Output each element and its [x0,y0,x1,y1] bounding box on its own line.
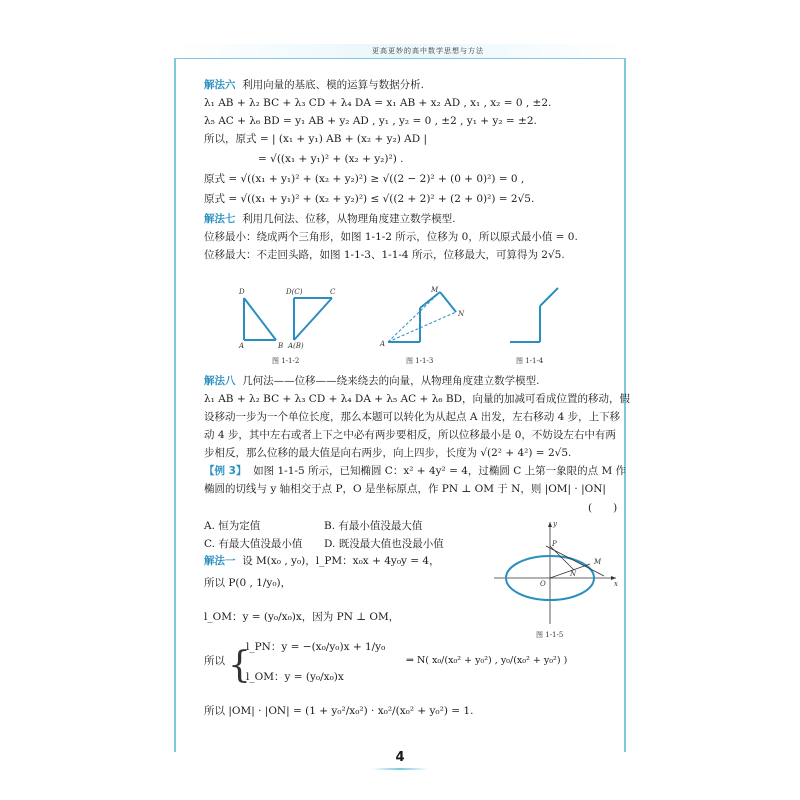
method-eight-line [204,374,540,388]
segment-bd [244,298,276,340]
text-line: 设移动一步为一个单位长度，那么本题可以转化为从起点 A 出发，左右移动 4 步，上下移 [204,411,621,423]
running-header: 更高更妙的高中数学思想与方法 [372,47,484,55]
figure-1-1-2-caption: 图 1-1-2 [272,357,300,365]
equation-line: 所以 |OM| · |ON| = (1 + y₀²/x₀²) · x₀²/(x₀² + y₀²) = 1. [204,705,474,717]
path-segment [420,292,440,308]
system-result: ⇒ N( x₀/(x₀² + y₀²) , y₀/(x₀² + y₀²) ) [406,655,568,666]
label-dc: D(C) [286,288,303,296]
figure-1-1-4-caption: 图 1-1-4 [516,357,544,365]
label-a: A [239,342,245,350]
label-n: N [458,310,465,318]
text-line: 椭圆的切线与 y 轴相交于点 P，O 是坐标原点，作 PN ⊥ OM 于 N，则 |OM| · |ON| [204,483,606,495]
text-line: 位移最小：绕成两个三角形，如图 1-1-2 所示，位移为 0，所以原式最小值 = 0. [204,231,578,243]
system-eq-om: l_OM：y = (y₀/x₀)x [246,671,344,683]
dashed-an [388,312,456,342]
page-number: 4 [395,750,405,765]
segment-diag [294,298,332,340]
example-three-tag: 【例 3】 [204,465,247,477]
label-o: O [540,580,546,588]
label-d: D [239,288,245,296]
label-m: M [431,286,439,294]
brace: { [228,645,251,686]
label-y: y [553,520,557,528]
equation-line: 原式 = √((x₁ + y₁)² + (x₂ + y₂)²) ≥ √((2 − 2)² + (0 + 0)²) = 0 , [204,173,525,185]
text-line: λ₁ AB + λ₂ BC + λ₃ CD + λ₄ DA + λ₅ AC + λ₆ BD，向量的加减可看成位置的移动，假 [204,393,631,405]
system-eq-pn: l_PN：y = −(x₀/y₀)x + 1/y₀ [246,641,386,653]
equation-line: λ₁ AB + λ₂ BC + λ₃ CD + λ₄ DA = x₁ AB + x₂ AD , x₁ , x₂ = 0 , ±2. [204,97,552,109]
page-number-underline [372,768,428,770]
label-a: A [380,340,386,348]
method-seven-line [204,212,456,226]
method-eight-text: 几何法——位移——绕来绕去的向量，从物理角度建立数学模型. [242,375,540,387]
method-eight-tag: 解法八 [204,375,236,387]
system-prefix: 所以 [204,655,225,667]
figure-1-1-5-caption: 图 1-1-5 [536,631,564,639]
label-n: N [570,570,577,578]
equation-line: 原式 = √((x₁ + y₁)² + (x₂ + y₂)²) ≤ √((2 + 2)² + (2 + 0)²) = 2√5. [204,193,535,205]
method-seven-text: 利用几何法、位移，从物理角度建立数学模型. [242,213,456,225]
path-segment [540,288,558,306]
method-six-text: 利用向量的基底、模的运算与数据分析. [242,79,425,91]
label-ab: A(B) [288,342,304,350]
equation-line: 所以，原式 = | (x₁ + y₁) AB + (x₂ + y₂) AD | [204,133,428,145]
answer-paren: ( ) [588,502,618,514]
solution-one-text: 设 M(x₀ , y₀)，l_PM：x₀x + 4y₀y = 4， [242,555,440,567]
figure-1-1-4 [500,278,572,350]
method-seven-tag: 解法七 [204,213,236,225]
label-p: P [552,540,557,548]
solution-one-tag: 解法一 [204,555,236,567]
path-segment [440,292,456,312]
y-axis-arrow [548,522,552,527]
text-line: 位移最大：不走回头路，如图 1-1-3、1-1-4 所示，位移最大，可算得为 2√5. [204,249,565,261]
choice-a: A. 恒为定值 [204,520,261,532]
equation-line: = √((x₁ + y₁)² + (x₂ + y₂)²) . [258,153,404,165]
text-line: 动 4 步，其中左右或者上下之中必有两步要相反，所以位移最小是 0，不妨设左右中有两 [204,429,616,441]
figure-1-1-2 [232,284,342,352]
text-line: 步相反，那么位移的最大值是向右两步，向上四步，长度为 √(2² + 4²) = 2√5. [204,447,572,459]
label-b: B [278,342,284,350]
label-m: M [594,558,602,566]
choice-b: B. 有最小值没最大值 [324,520,423,532]
figure-1-1-5 [490,516,622,626]
method-six-tag: 解法六 [204,79,236,91]
figure-1-1-3-caption: 图 1-1-3 [406,357,434,365]
example-three-text: 如图 1-1-5 所示，已知椭圆 C：x² + 4y² = 4，过椭圆 C 上第一象限的点 M 作 [253,465,627,477]
equation-line: 所以 P(0 , 1/y₀)， [204,577,292,589]
choice-d: D. 既没最大值也没最小值 [324,538,444,550]
equation-line: λ₅ AC + λ₆ BD = y₁ AB + y₂ AD , y₁ , y₂ = 0 , ±2 , y₁ + y₂ = ±2. [204,115,537,127]
solution-one-line [204,554,440,568]
dashed-am [388,292,440,342]
choice-c: C. 有最大值没最小值 [204,538,303,550]
label-c: C [330,288,336,296]
label-x: x [614,580,618,588]
figure-1-1-3 [376,282,472,352]
equation-line: l_OM：y = (y₀/x₀)x，因为 PN ⊥ OM， [204,611,400,623]
example-three-line [204,464,626,478]
method-six-line [204,78,424,92]
